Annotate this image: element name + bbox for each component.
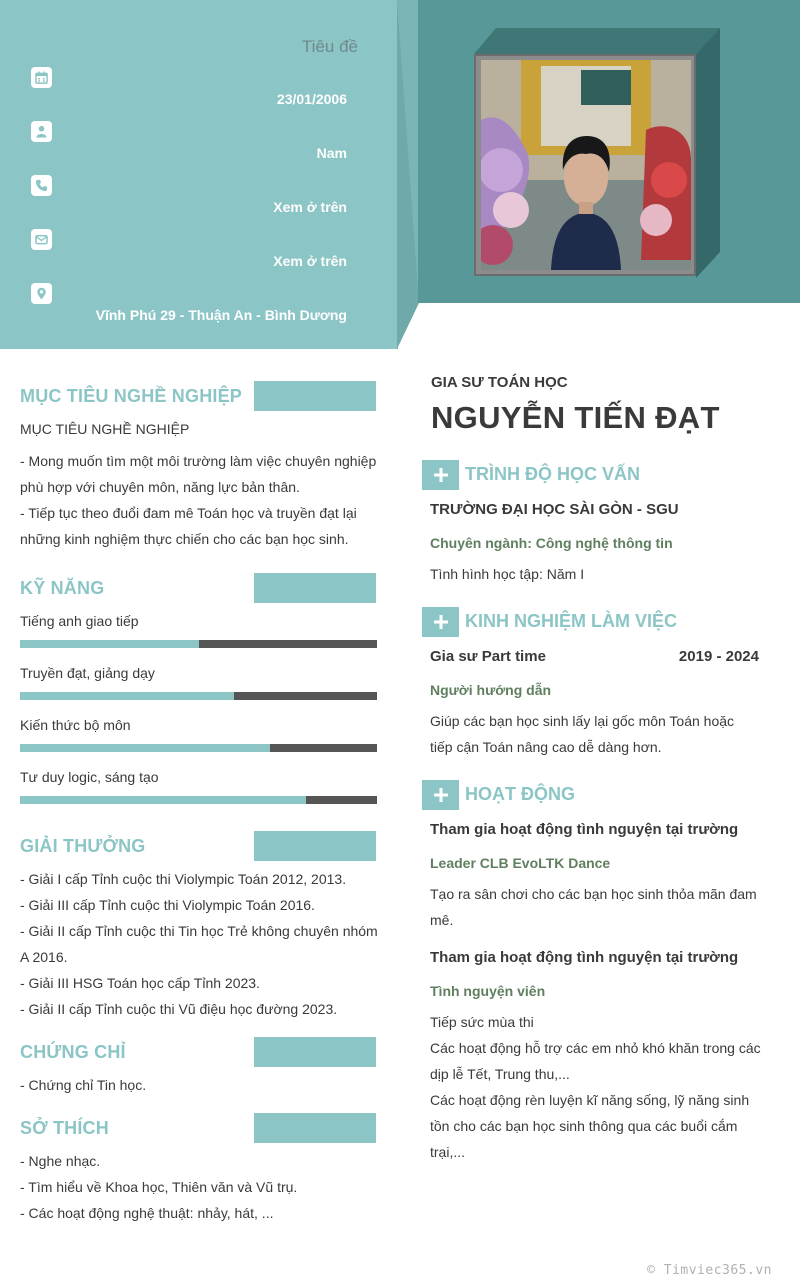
- activities-title[interactable]: HOẠT ĐỘNG: [465, 784, 575, 804]
- skills-title[interactable]: KỸ NĂNG: [20, 578, 105, 598]
- activity-line: Tiếp sức mùa thi: [430, 1014, 534, 1030]
- activity-role[interactable]: Tình nguyện viên: [430, 983, 546, 999]
- education-major[interactable]: Chuyên ngành: Công nghệ thông tin: [430, 535, 673, 551]
- skill-name[interactable]: Kiến thức bộ môn: [20, 717, 131, 733]
- experience-period[interactable]: 2019 - 2024: [678, 648, 759, 665]
- objective-title[interactable]: MỤC TIÊU NGHỀ NGHIỆP: [20, 386, 243, 406]
- profile-photo[interactable]: [481, 60, 691, 270]
- objective-line: - Tiếp tục theo đuổi đam mê Toán học và truyền đạt lại: [20, 505, 357, 521]
- award-line: A 2016.: [20, 949, 68, 965]
- hobbies-title[interactable]: SỞ THÍCH: [20, 1118, 109, 1138]
- objective-line: - Mong muốn tìm một môi trường làm việc chuyên nghiệp: [20, 453, 377, 469]
- education-status-line: Tình hình học tập: Năm I: [430, 566, 585, 582]
- award-line: - Giải III HSG Toán học cấp Tỉnh 2023.: [20, 975, 260, 991]
- objective-title-bar: [254, 381, 376, 411]
- education-title[interactable]: TRÌNH ĐỘ HỌC VẤN: [465, 464, 640, 484]
- education-status[interactable]: [430, 561, 770, 587]
- info-row-email: [0, 229, 398, 269]
- hobby-line: - Tìm hiểu về Khoa học, Thiên văn và Vũ trụ.: [20, 1179, 298, 1195]
- person-icon: [31, 121, 52, 142]
- skill-name[interactable]: Truyền đạt, giảng dạy: [20, 665, 155, 681]
- skills-title-bar: [254, 573, 376, 603]
- activity-role[interactable]: Leader CLB EvoLTK Dance: [430, 855, 611, 871]
- experience-role[interactable]: Người hướng dẫn: [430, 682, 552, 698]
- info-row-gender: [0, 121, 398, 161]
- phone-value[interactable]: Xem ở trên: [273, 199, 347, 215]
- skill-name[interactable]: Tiếng anh giao tiếp: [20, 613, 139, 629]
- objective-subtitle[interactable]: MỤC TIÊU NGHỀ NGHIỆP: [20, 421, 190, 437]
- awards-title-bar: [254, 831, 376, 861]
- award-line: - Giải II cấp Tỉnh cuộc thi Vũ điệu học đường 2023.: [20, 1001, 338, 1017]
- plus-icon[interactable]: [422, 460, 459, 490]
- certificates-title[interactable]: CHỨNG CHỈ: [20, 1042, 126, 1062]
- experience-line: Giúp các bạn học sinh lấy lại gốc môn Toán hoặc: [430, 713, 735, 729]
- gender-value[interactable]: Nam: [316, 145, 347, 161]
- certificate-line: - Chứng chỉ Tin học.: [20, 1077, 147, 1093]
- calendar-icon: [31, 67, 52, 88]
- hobby-line: - Nghe nhạc.: [20, 1153, 101, 1169]
- activity-line: Các hoạt động rèn luyện kĩ năng sống, lỹ năng sinh: [430, 1092, 750, 1108]
- education-heading: [422, 460, 792, 490]
- activity-name[interactable]: Tham gia hoạt động tình nguyện tại trường: [430, 821, 739, 838]
- skill-bar: [20, 744, 377, 752]
- email-icon: [31, 229, 52, 250]
- skill-bar-fill: [20, 796, 306, 804]
- watermark: © Timviec365.vn: [647, 1263, 772, 1278]
- awards-text[interactable]: [20, 866, 380, 1022]
- activities-heading: [422, 780, 792, 810]
- activity-description[interactable]: [430, 881, 770, 933]
- info-row-birthday: [0, 67, 398, 107]
- address-value[interactable]: Vĩnh Phú 29 - Thuận An - Bình Dương: [95, 307, 347, 323]
- skill-bar-fill: [20, 640, 199, 648]
- awards-title[interactable]: GIẢI THƯỞNG: [20, 836, 146, 856]
- experience-line: tiếp cận Toán nâng cao dễ dàng hơn.: [430, 739, 662, 755]
- email-value[interactable]: Xem ở trên: [273, 253, 347, 269]
- skill-bar: [20, 692, 377, 700]
- activity-line: Tạo ra sân chơi cho các bạn học sinh thỏa mãn đam: [430, 886, 757, 902]
- skill-bar: [20, 640, 377, 648]
- certificates-title-bar: [254, 1037, 376, 1067]
- hobbies-title-bar: [254, 1113, 376, 1143]
- education-school[interactable]: TRƯỜNG ĐẠI HỌC SÀI GÒN - SGU: [430, 501, 679, 518]
- info-row-address: [0, 283, 398, 323]
- activity-description[interactable]: [430, 1009, 770, 1165]
- experience-title[interactable]: KINH NGHIỆM LÀM VIỆC: [465, 611, 678, 631]
- cv-title[interactable]: Tiêu đề: [301, 37, 358, 56]
- phone-icon: [31, 175, 52, 196]
- birthday-value[interactable]: 23/01/2006: [276, 91, 347, 107]
- activity-line: mê.: [430, 912, 454, 928]
- header-fold-decoration: [397, 0, 419, 349]
- job-title[interactable]: GIA SƯ TOÁN HỌC: [431, 374, 568, 391]
- activity-line: tồn cho các bạn học sinh thông qua các buổi cắm: [430, 1118, 738, 1134]
- experience-heading: [422, 607, 792, 637]
- skill-bar-fill: [20, 692, 234, 700]
- skill-bar: [20, 796, 377, 804]
- location-icon: [31, 283, 52, 304]
- skill-name[interactable]: Tư duy logic, sáng tạo: [20, 769, 159, 785]
- experience-position[interactable]: Gia sư Part time: [430, 648, 546, 665]
- plus-icon[interactable]: [422, 780, 459, 810]
- objective-text[interactable]: [20, 448, 380, 552]
- hobby-line: - Các hoạt động nghệ thuật: nhảy, hát, ...: [20, 1205, 274, 1221]
- activity-line: dịp lễ Tết, Trung thu,...: [430, 1066, 570, 1082]
- objective-line: những kinh nghiệm thực chiến cho các bạn học sinh.: [20, 531, 349, 547]
- plus-icon[interactable]: [422, 607, 459, 637]
- activity-line: Các hoạt động hỗ trợ các em nhỏ khó khăn trong các: [430, 1040, 761, 1056]
- experience-description[interactable]: [430, 708, 770, 760]
- award-line: - Giải III cấp Tỉnh cuộc thi Violympic Toán 2016.: [20, 897, 315, 913]
- certificates-text[interactable]: [20, 1072, 380, 1098]
- info-row-phone: [0, 175, 398, 215]
- candidate-name[interactable]: NGUYỄN TIẾN ĐẠT: [431, 400, 720, 435]
- skill-bar-fill: [20, 744, 270, 752]
- objective-line: phù hợp với chuyên môn, năng lực bản thân.: [20, 479, 300, 495]
- award-line: - Giải I cấp Tỉnh cuộc thi Violympic Toán 2012, 2013.: [20, 871, 347, 887]
- activity-name[interactable]: Tham gia hoạt động tình nguyện tại trường: [430, 949, 739, 966]
- hobbies-text[interactable]: [20, 1148, 380, 1226]
- award-line: - Giải II cấp Tỉnh cuộc thi Tin học Trẻ không chuyên nhóm: [20, 923, 378, 939]
- activity-line: trại,...: [430, 1144, 466, 1160]
